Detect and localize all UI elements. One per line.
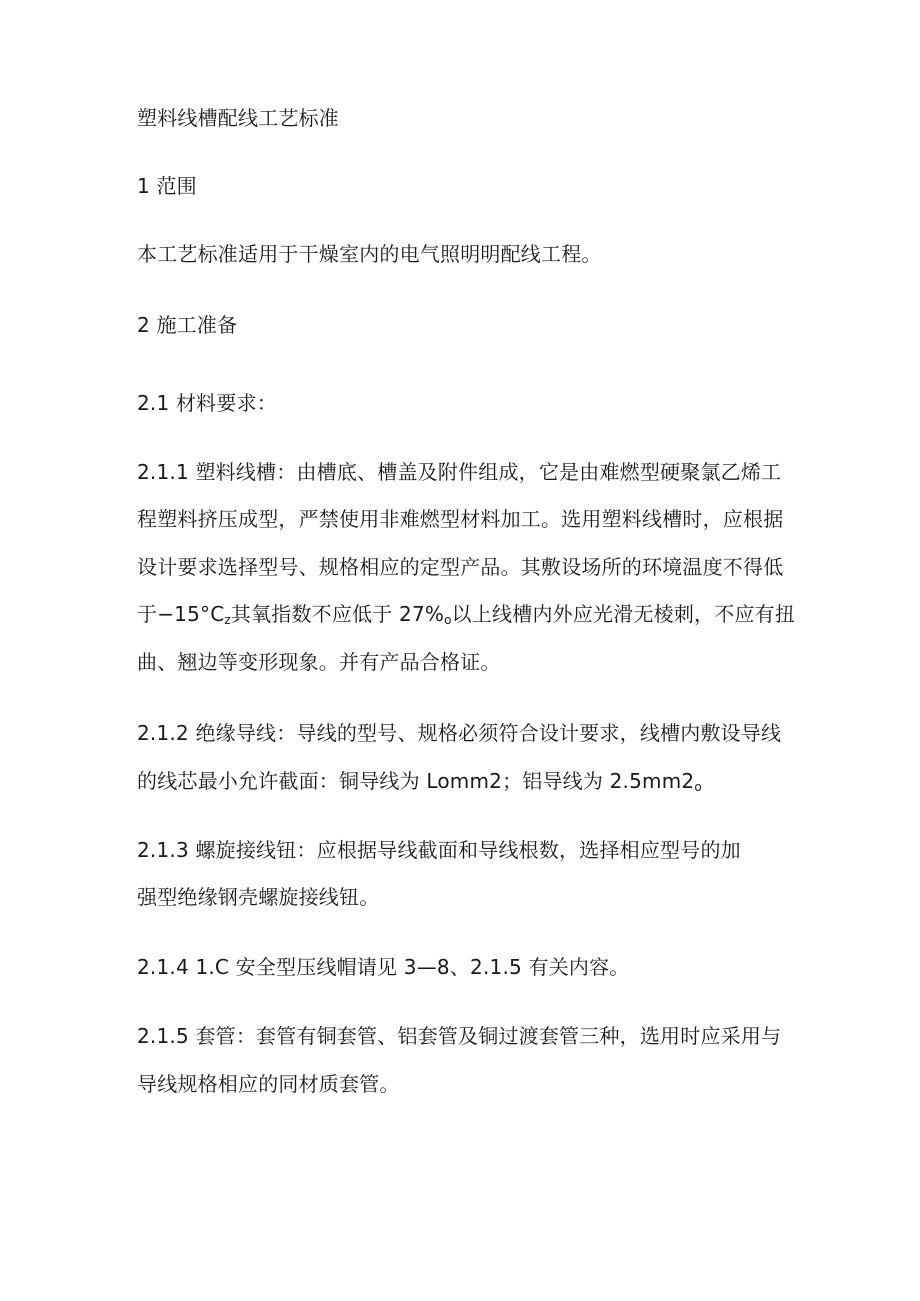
paragraph-line: 2.1.5 套管：套管有铜套管、铝套管及铜过渡套管三种，选用时应采用与 (137, 1024, 782, 1048)
text-run: 其氧指数不应低于 27% (230, 602, 445, 626)
text-run: 以上线槽内外应光滑无棱刺，不应有扭 (451, 602, 796, 626)
text-run: 于−15°C (137, 602, 225, 626)
paragraph-line (137, 602, 797, 632)
section-1-heading: 1 范围 (137, 174, 197, 198)
subscript-run: o (694, 780, 702, 794)
text-run: 的线芯最小允许截面：铜导线为 Lomm2；铝导线为 2.5mm2 (137, 769, 695, 793)
paragraph-line: 设计要求选择型号、规格相应的定型产品。其敷设场所的环境温度不得低 (137, 555, 784, 579)
section-2-1-heading: 2.1 材料要求： (137, 391, 277, 415)
section-2-heading: 2 施工准备 (137, 313, 238, 337)
paragraph-line: 2.1.2 绝缘导线：导线的型号、规格必须符合设计要求，线槽内敷设导线 (137, 721, 782, 745)
paragraph-line: 导线规格相应的同材质套管。 (137, 1072, 400, 1096)
subscript-run: z (224, 613, 231, 627)
paragraph-line: 2.1.4 1.C 安全型压线帽请见 3—8、2.1.5 有关内容。 (137, 955, 630, 979)
paragraph-line (137, 769, 797, 799)
paragraph-line: 程塑料挤压成型，严禁使用非难燃型材料加工。选用塑料线槽时，应根据 (137, 507, 784, 531)
paragraph-line: 曲、翘边等变形现象。并有产品合格证。 (137, 650, 501, 674)
paragraph-line: 强型绝缘钢壳螺旋接线钮。 (137, 885, 380, 909)
subscript-run: o (444, 613, 452, 627)
section-1-text: 本工艺标准适用于干燥室内的电气照明明配线工程。 (137, 242, 602, 266)
paragraph-line: 2.1.3 螺旋接线钮：应根据导线截面和导线根数，选择相应型号的加 (137, 838, 741, 862)
document-title: 塑料线槽配线工艺标准 (137, 106, 339, 130)
paragraph-line: 2.1.1 塑料线槽：由槽底、槽盖及附件组成，它是由难燃型硬聚氯乙烯工 (137, 460, 782, 484)
